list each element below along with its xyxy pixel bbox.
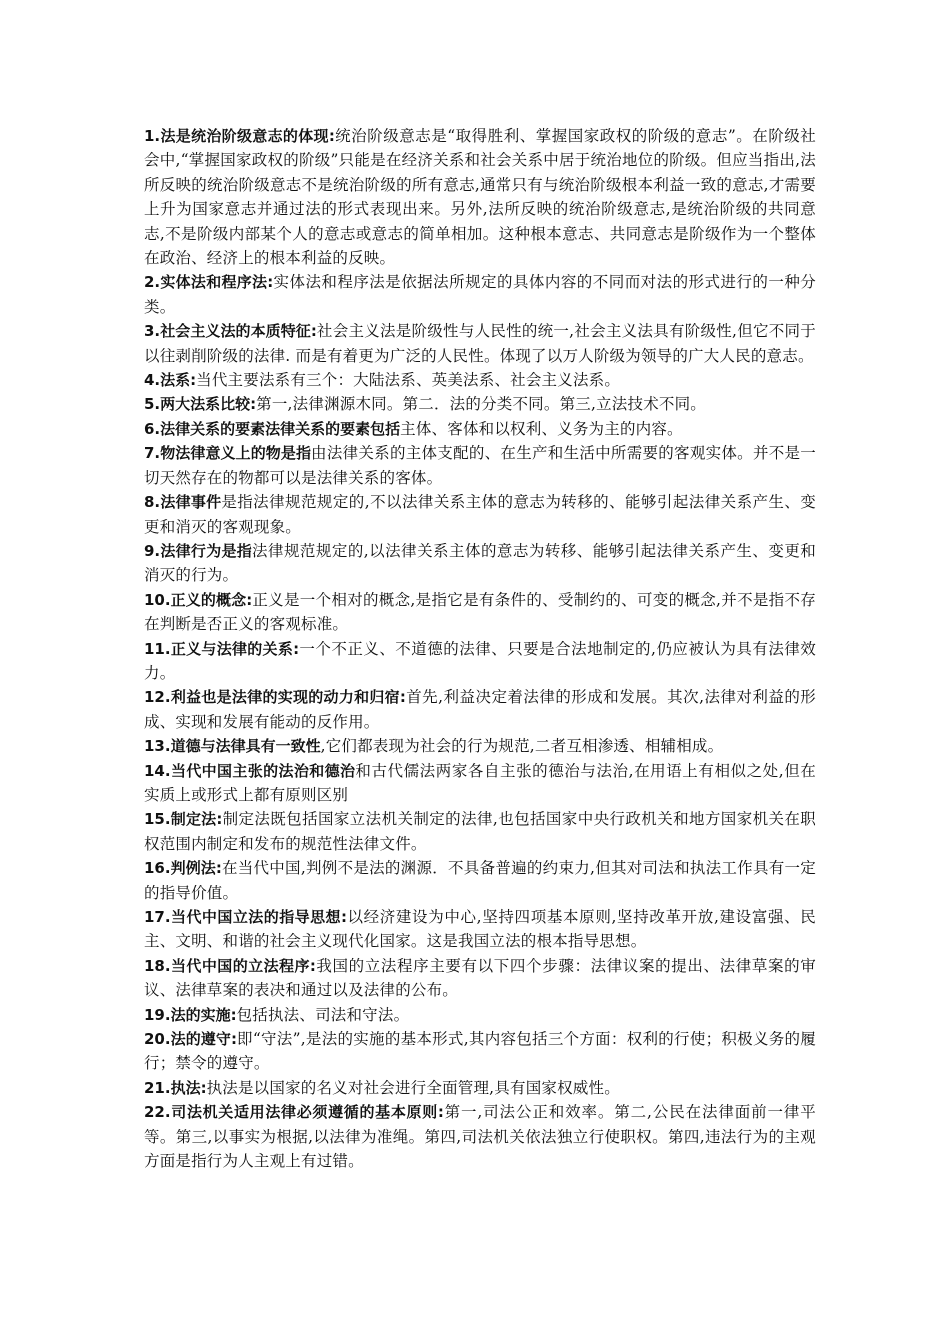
paragraph-item-21: [144, 1076, 816, 1100]
paragraph-item-15: [144, 807, 816, 856]
item-body: 即“守法”,是法的实施的基本形式,其内容包括三个方面：权利的行使；积极义务的履行；禁令的遵守。: [144, 1030, 816, 1073]
item-body: ,它们都表现为社会的行为规范,二者互相渗透、相辅相成。: [320, 737, 724, 756]
item-term: 7.物法律意义上的物是指: [144, 444, 312, 463]
paragraph-item-3: [144, 319, 816, 368]
paragraph-item-18: [144, 954, 816, 1003]
paragraph-item-17: [144, 905, 816, 954]
item-term: 2.实体法和程序法:: [144, 273, 274, 292]
paragraph-item-16: [144, 856, 816, 905]
paragraph-item-7: [144, 441, 816, 490]
item-term: 4.法系:: [144, 371, 197, 390]
item-term: 3.社会主义法的本质特征:: [144, 322, 317, 341]
item-body: 主体、客体和以权利、义务为主的内容。: [400, 419, 683, 438]
item-term: 12.利益也是法律的实现的动力和归宿:: [144, 688, 406, 707]
item-term: 21.执法:: [144, 1078, 207, 1097]
item-body: 法律规范规定的,以法律关系主体的意志为转移、能够引起法律关系产生、变更和消灭的行为。: [144, 541, 816, 585]
item-body: 首先,利益决定着法律的形成和发展。其次,法律对利益的形成、实现和发展有能动的反作用。: [144, 688, 816, 731]
paragraph-item-1: [144, 124, 816, 270]
item-body: 包括执法、司法和守法。: [236, 1005, 410, 1024]
item-term: 10.正义的概念:: [144, 590, 253, 609]
item-term: 17.当代中国立法的指导思想:: [144, 908, 347, 926]
item-term: 14.当代中国主张的法治和德治: [144, 761, 356, 780]
paragraph-item-8: [144, 490, 816, 539]
item-body: 制定法既包括国家立法机关制定的法律,也包括国家中央行政机关和地方国家机关在职权范围内制定和发布的规范性法律文件。: [144, 810, 816, 853]
item-body: 和古代儒法两家各自主张的德治与法治,在用语上有相似之处,但在实质上或形式上都有原则区别: [144, 761, 816, 804]
paragraph-item-6: [144, 417, 816, 441]
item-body: 一个不正义、不道德的法律、只要是合法地制定的,仍应被认为具有法律效力。: [144, 639, 816, 682]
item-body: 社会主义法是阶级性与人民性的统一,社会主义法具有阶级性,但它不同于以往剥削阶级的法律. 而是有着更为广泛的人民性。体现了以万人阶级为领导的广大人民的意志。: [144, 322, 816, 365]
item-term: 5.两大法系比较:: [144, 395, 257, 414]
item-body: 在当代中国,判例不是法的渊源．不具备普遍的约束力,但其对司法和执法工作具有一定的指导价值。: [144, 859, 816, 902]
item-term: 15.制定法:: [144, 810, 223, 829]
item-term: 11.正义与法律的关系:: [144, 639, 300, 658]
item-body: 正义是一个相对的概念,是指它是有条件的、受制约的、可变的概念,并不是指不存在判断是否正义的客观标准。: [144, 590, 816, 634]
paragraph-item-12: [144, 685, 816, 734]
paragraph-item-19: [144, 1003, 816, 1027]
item-term: 19.法的实施:: [144, 1005, 237, 1024]
item-term: 9.法律行为是指: [144, 541, 253, 560]
paragraph-item-11: [144, 637, 816, 686]
item-body: 统治阶级意志是“取得胜利、掌握国家政权的阶级的意志”。在阶级社会中,“掌握国家政权的阶级”只能是在经济关系和社会关系中居于统治地位的阶级。但应当指出,法所反映的统治阶级意志不是统治阶级的所有意志,通常只有与统治阶级根本利益一致的意志,才需要上升为国家意志并通过法的形式表现出来。另外,法所反映的统治阶级意志,是统治阶级的共同意志,不是阶级内部某个人的意志或意志的简单相加。这种根本意志、共同意志是阶级作为一个整体在政治、经济上的根本利益的反映。: [144, 127, 816, 268]
paragraph-item-5: [144, 392, 816, 416]
paragraph-item-13: [144, 734, 816, 758]
paragraph-item-4: [144, 368, 816, 392]
paragraph-item-2: [144, 270, 816, 319]
item-body: 我国的立法程序主要有以下四个步骤：法律议案的提出、法律草案的审议、法律草案的表决和通过以及法律的公布。: [144, 956, 817, 1000]
paragraph-item-14: [144, 759, 816, 808]
item-term: 13.道德与法律具有一致性: [144, 737, 321, 756]
item-term: 8.法律事件: [144, 493, 222, 512]
item-body: 执法是以国家的名义对社会进行全面管理,具有国家权威性。: [206, 1078, 620, 1097]
paragraph-item-20: [144, 1027, 816, 1076]
paragraph-item-9: [144, 539, 816, 588]
document-body: [144, 124, 816, 1173]
item-term: 6.法律关系的要素法律关系的要素包括: [144, 419, 401, 438]
item-body: 实体法和程序法是依据法所规定的具体内容的不同而对法的形式进行的一种分类。: [144, 273, 816, 316]
item-term: 16.判例法:: [144, 859, 222, 878]
item-body: 以经济建设为中心,坚持四项基本原则,坚持改革开放,建设富强、民主、文明、和谐的社会主义现代化国家。这是我国立法的根本指导思想。: [144, 908, 816, 951]
item-body: 第一,司法公正和效率。第二,公民在法律面前一律平等。第三,以事实为根据,以法律为准绳。第四,司法机关依法独立行使职权。第四,违法行为的主观方面是指行为人主观上有过错。: [144, 1103, 816, 1171]
item-body: 由法律关系的主体支配的、在生产和生活中所需要的客观实体。并不是一切天然存在的物都可以是法律关系的客体。: [144, 444, 816, 487]
paragraph-item-22: [144, 1100, 816, 1173]
item-body: 第一,法律渊源木同。第二．法的分类不同。第三,立法技术不同。: [256, 395, 706, 414]
item-body: 当代主要法系有三个：大陆法系、英美法系、社会主义法系。: [196, 371, 621, 390]
item-body: 是指法律规范规定的,不以法律关系主体的意志为转移的、能够引起法律关系产生、变更和消灭的客观现象。: [144, 493, 817, 536]
paragraph-item-10: [144, 588, 816, 637]
item-term: 1.法是统治阶级意志的体现:: [144, 127, 335, 145]
item-term: 18.当代中国的立法程序:: [144, 956, 316, 975]
item-term: 22.司法机关适用法律必须遵循的基本原则:: [144, 1103, 444, 1122]
item-term: 20.法的遵守:: [144, 1030, 237, 1049]
